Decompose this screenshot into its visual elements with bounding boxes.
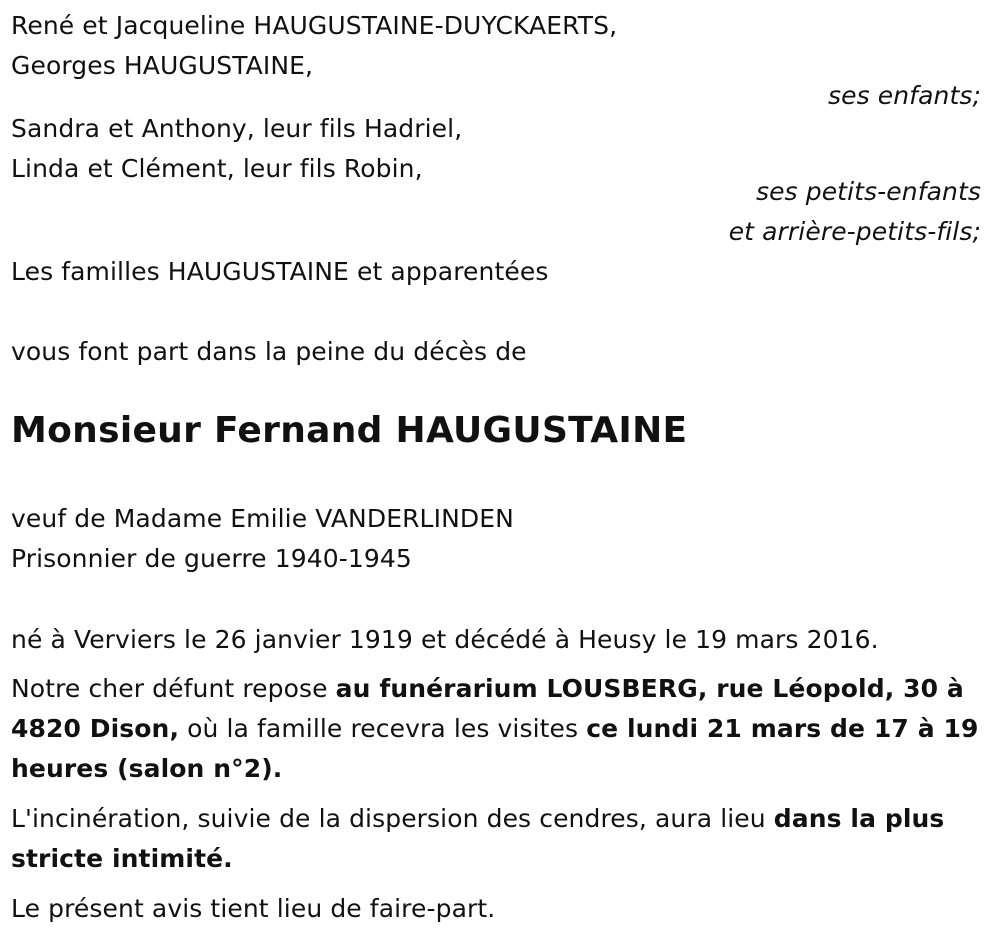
deceased-details (11, 499, 991, 579)
birth-death-line: né à Verviers le 26 janvier 1919 et décédé à Heusy le 19 mars 2016. (11, 625, 879, 654)
grandchildren-line-2: Linda et Clément, leur fils Robin, (11, 154, 423, 183)
children-line-1: René et Jacqueline HAUGUSTAINE-DUYCKAERTS, (11, 11, 618, 40)
visitation-time: ce lundi 21 mars de 17 à 19 heures (salon n°2). (11, 714, 979, 783)
prisoner-of-war-line: Prisonnier de guerre 1940-1945 (11, 544, 412, 573)
birth-death-block (11, 620, 991, 660)
grandchildren-section (11, 109, 991, 252)
visitation-text (11, 669, 986, 789)
deceased-name-block (11, 409, 991, 453)
announcement-line (11, 332, 991, 372)
cremation-intro: L'incinération, suivie de la dispersion des cendres, aura lieu (11, 804, 774, 833)
children-role: ses enfants; (827, 81, 981, 110)
children-section (11, 6, 991, 116)
grandchildren-role-2: et arrière-petits-fils; (728, 217, 981, 246)
visitation-middle: où la famille recevra les visites (179, 714, 587, 743)
cremation-paragraph (11, 799, 991, 879)
funeral-home-address: au funérarium LOUSBERG, rue Léopold, 30 à 4820 Dison, (11, 674, 964, 743)
children-line-2: Georges HAUGUSTAINE, (11, 51, 314, 80)
notice-block (11, 889, 991, 929)
cremation-text (11, 799, 986, 879)
visitation-paragraph (11, 669, 991, 789)
visitation-intro: Notre cher défunt repose (11, 674, 336, 703)
grandchildren-line-1: Sandra et Anthony, leur fils Hadriel, (11, 114, 463, 143)
grandchildren-role-1: ses petits-enfants (755, 177, 981, 206)
notice-line: Le présent avis tient lieu de faire-part. (11, 894, 496, 923)
families-text: Les familles HAUGUSTAINE et apparentées (11, 257, 549, 286)
families-line (11, 252, 991, 292)
announcement-text: vous font part dans la peine du décès de (11, 337, 527, 366)
widower-line: veuf de Madame Emilie VANDERLINDEN (11, 504, 514, 533)
cremation-privacy: dans la plus stricte intimité. (11, 804, 945, 873)
deceased-name: Monsieur Fernand HAUGUSTAINE (11, 410, 688, 451)
